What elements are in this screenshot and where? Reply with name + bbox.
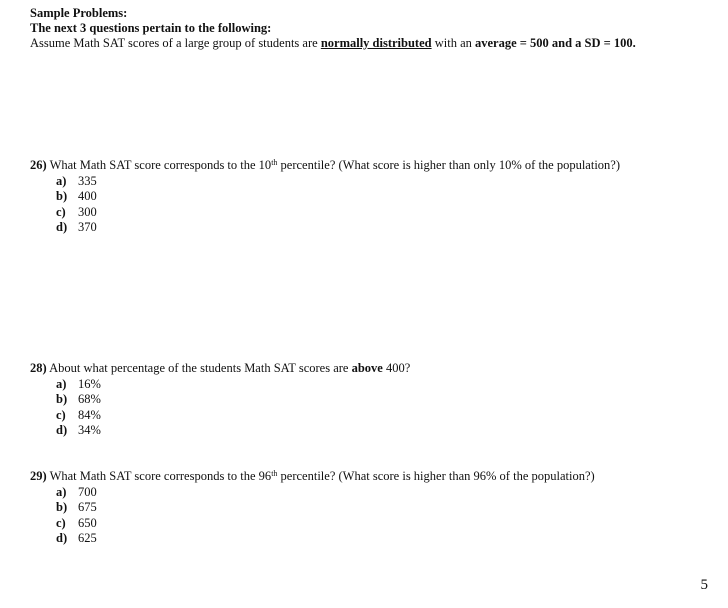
option-letter: b): [56, 189, 68, 204]
option-value: 700: [78, 485, 97, 499]
option-value: 68%: [78, 392, 101, 407]
option-value: 400: [78, 189, 97, 204]
option-a[interactable]: [56, 174, 620, 189]
question-26: [30, 158, 620, 236]
option-letter: a): [56, 377, 67, 391]
option-letter: d): [56, 423, 68, 438]
section-title: Sample Problems:: [30, 6, 128, 20]
question-28: [30, 361, 410, 439]
question-number: 29): [30, 469, 47, 483]
option-b[interactable]: [56, 500, 595, 515]
page-number: 5: [700, 577, 708, 593]
question-number: 28): [30, 361, 47, 375]
option-value: 300: [78, 204, 97, 219]
option-value: 625: [78, 531, 97, 546]
intro-prefix: Assume Math SAT scores of a large group of students are: [30, 36, 318, 50]
superscript: th: [271, 469, 278, 478]
option-c[interactable]: [56, 516, 595, 531]
question-text: What Math SAT score corresponds to the 10: [49, 158, 272, 172]
option-c[interactable]: [56, 408, 410, 423]
question-number: 26): [30, 158, 47, 172]
question-stem: [30, 158, 620, 173]
answer-options: [56, 377, 410, 439]
option-letter: a): [56, 485, 67, 499]
intro-sentence: [30, 36, 636, 51]
option-d[interactable]: [56, 531, 595, 546]
intro-middle: with an: [434, 36, 472, 50]
intro-underlined: normally distributed: [320, 36, 432, 50]
problem-header: [30, 6, 636, 51]
option-b[interactable]: [56, 189, 620, 204]
question-text-cont: 400?: [385, 361, 411, 375]
option-value: 370: [78, 220, 97, 235]
option-letter: b): [56, 392, 68, 407]
option-b[interactable]: [56, 392, 410, 407]
option-value: 16%: [78, 377, 101, 391]
question-29: [30, 469, 595, 547]
option-d[interactable]: [56, 220, 620, 235]
option-value: 650: [78, 515, 97, 530]
question-text-cont: percentile? (What score is higher than 96% of the population?): [280, 469, 595, 483]
option-letter: c): [56, 204, 66, 219]
answer-options: [56, 174, 620, 236]
option-value: 335: [78, 174, 97, 188]
intro-bold: average = 500 and a SD = 100.: [475, 36, 636, 50]
question-emphasis: above: [351, 361, 383, 375]
section-subtitle: The next 3 questions pertain to the following:: [30, 21, 272, 35]
option-letter: d): [56, 220, 68, 235]
superscript: th: [271, 158, 278, 167]
option-c[interactable]: [56, 205, 620, 220]
option-a[interactable]: [56, 485, 595, 500]
option-letter: b): [56, 500, 68, 515]
option-letter: c): [56, 515, 66, 530]
option-value: 675: [78, 500, 97, 515]
option-letter: c): [56, 407, 66, 422]
question-text: What Math SAT score corresponds to the 96: [49, 469, 272, 483]
answer-options: [56, 485, 595, 547]
option-d[interactable]: [56, 423, 410, 438]
question-text-cont: percentile? (What score is higher than only 10% of the population?): [280, 158, 621, 172]
option-value: 34%: [78, 423, 101, 438]
option-letter: d): [56, 531, 68, 546]
question-stem: [30, 469, 595, 484]
question-text: About what percentage of the students Math SAT scores are: [49, 361, 349, 375]
question-stem: [30, 361, 410, 376]
option-letter: a): [56, 174, 67, 188]
option-a[interactable]: [56, 377, 410, 392]
option-value: 84%: [78, 407, 101, 422]
